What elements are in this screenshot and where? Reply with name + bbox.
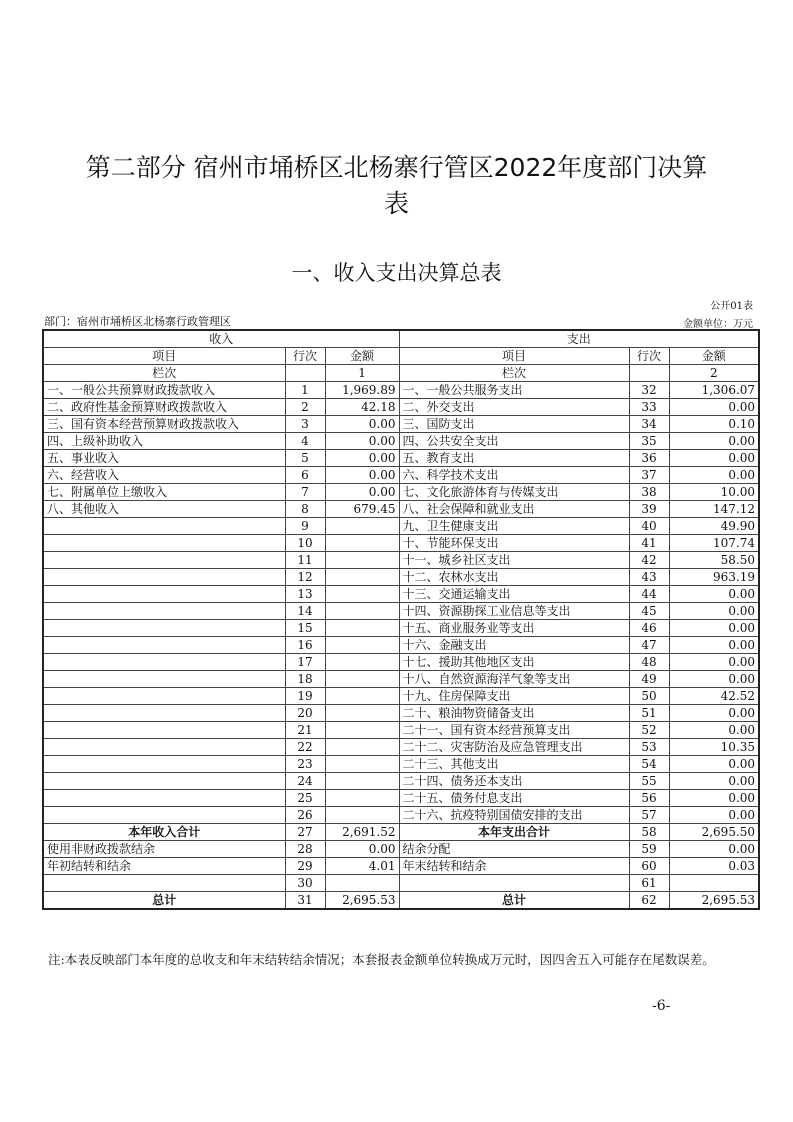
expense-row-no: 61 bbox=[629, 875, 669, 892]
income-amount bbox=[325, 569, 399, 586]
expense-row-no: 40 bbox=[629, 518, 669, 535]
income-item-header: 项目 bbox=[43, 348, 285, 365]
expense-item: 二十二、灾害防治及应急管理支出 bbox=[399, 739, 629, 756]
table-row bbox=[43, 518, 759, 535]
income-item bbox=[43, 756, 285, 773]
income-column-label: 栏次 bbox=[43, 365, 285, 382]
income-item bbox=[43, 773, 285, 790]
income-amount bbox=[325, 688, 399, 705]
income-row-no: 19 bbox=[285, 688, 325, 705]
income-item: 使用非财政拨款结余 bbox=[43, 841, 285, 858]
expense-row-no: 33 bbox=[629, 399, 669, 416]
income-amount bbox=[325, 705, 399, 722]
expense-amount: 0.03 bbox=[669, 858, 759, 875]
expense-item: 一、一般公共服务支出 bbox=[399, 382, 629, 399]
expense-row-no: 44 bbox=[629, 586, 669, 603]
form-code: 公开01表 bbox=[710, 301, 753, 312]
income-item: 本年收入合计 bbox=[43, 824, 285, 841]
expense-item: 七、文化旅游体育与传媒支出 bbox=[399, 484, 629, 501]
expense-amount: 1,306.07 bbox=[669, 382, 759, 399]
expense-amount: 2,695.50 bbox=[669, 824, 759, 841]
header-row-section bbox=[43, 330, 759, 348]
expense-item: 十二、农林水支出 bbox=[399, 569, 629, 586]
expense-item: 五、教育支出 bbox=[399, 450, 629, 467]
expense-item bbox=[399, 875, 629, 892]
expense-amount: 0.00 bbox=[669, 790, 759, 807]
document-title: 第二部分 宿州市埇桥区北杨寨行管区2022年度部门决算 bbox=[85, 153, 708, 182]
income-row-no: 13 bbox=[285, 586, 325, 603]
table-row bbox=[43, 705, 759, 722]
document-title-continued: 表 bbox=[383, 189, 409, 218]
income-row-no: 28 bbox=[285, 841, 325, 858]
income-item: 年初结转和结余 bbox=[43, 858, 285, 875]
expense-amount: 147.12 bbox=[669, 501, 759, 518]
table-row bbox=[43, 552, 759, 569]
expense-amount: 49.90 bbox=[669, 518, 759, 535]
income-item bbox=[43, 518, 285, 535]
header-row-column-index bbox=[43, 365, 759, 382]
expense-amount: 0.00 bbox=[669, 433, 759, 450]
expense-row-no: 42 bbox=[629, 552, 669, 569]
income-item bbox=[43, 688, 285, 705]
income-row-no: 25 bbox=[285, 790, 325, 807]
expense-item: 二、外交支出 bbox=[399, 399, 629, 416]
income-item bbox=[43, 739, 285, 756]
income-amount bbox=[325, 756, 399, 773]
expense-item: 九、卫生健康支出 bbox=[399, 518, 629, 535]
table-row bbox=[43, 433, 759, 450]
subtotal-row bbox=[43, 824, 759, 841]
income-row-no: 1 bbox=[285, 382, 325, 399]
income-amount: 2,691.52 bbox=[325, 824, 399, 841]
table-row bbox=[43, 501, 759, 518]
expense-amount: 107.74 bbox=[669, 535, 759, 552]
expense-row-no: 53 bbox=[629, 739, 669, 756]
income-row-no: 21 bbox=[285, 722, 325, 739]
income-item bbox=[43, 603, 285, 620]
table-row bbox=[43, 603, 759, 620]
income-amount: 679.45 bbox=[325, 501, 399, 518]
expense-amount: 0.10 bbox=[669, 416, 759, 433]
expense-item: 二十四、债务还本支出 bbox=[399, 773, 629, 790]
footnote: 注:本表反映部门本年度的总收支和年末结转结余情况；本套报表金额单位转换成万元时，因四舍五入可能存在尾数误差。 bbox=[48, 952, 715, 967]
expense-item: 三、国防支出 bbox=[399, 416, 629, 433]
income-amount bbox=[325, 654, 399, 671]
income-amount bbox=[325, 552, 399, 569]
total-row bbox=[43, 892, 759, 910]
income-item bbox=[43, 875, 285, 892]
income-row-no: 7 bbox=[285, 484, 325, 501]
table-row bbox=[43, 688, 759, 705]
income-row-no: 22 bbox=[285, 739, 325, 756]
expense-row-no: 37 bbox=[629, 467, 669, 484]
expense-row-no: 34 bbox=[629, 416, 669, 433]
income-row-no: 24 bbox=[285, 773, 325, 790]
income-row-no: 14 bbox=[285, 603, 325, 620]
table-row bbox=[43, 637, 759, 654]
expense-item: 二十一、国有资本经营预算支出 bbox=[399, 722, 629, 739]
expense-item: 六、科学技术支出 bbox=[399, 467, 629, 484]
expense-item-header: 项目 bbox=[399, 348, 629, 365]
expense-amount: 0.00 bbox=[669, 773, 759, 790]
table-row bbox=[43, 858, 759, 875]
expense-item: 十、节能环保支出 bbox=[399, 535, 629, 552]
income-item bbox=[43, 586, 285, 603]
table-row bbox=[43, 586, 759, 603]
expense-amount-header: 金额 bbox=[669, 348, 759, 365]
expense-row-no: 35 bbox=[629, 433, 669, 450]
expense-row-no: 52 bbox=[629, 722, 669, 739]
table-row bbox=[43, 450, 759, 467]
expense-amount: 963.19 bbox=[669, 569, 759, 586]
expense-row-no: 36 bbox=[629, 450, 669, 467]
income-amount bbox=[325, 603, 399, 620]
expense-row-no: 62 bbox=[629, 892, 669, 910]
income-item bbox=[43, 552, 285, 569]
income-row-no-header: 行次 bbox=[285, 348, 325, 365]
income-amount: 0.00 bbox=[325, 484, 399, 501]
expense-item: 结余分配 bbox=[399, 841, 629, 858]
table-row bbox=[43, 620, 759, 637]
income-item bbox=[43, 620, 285, 637]
table-row bbox=[43, 773, 759, 790]
income-item: 四、上级补助收入 bbox=[43, 433, 285, 450]
table-row bbox=[43, 841, 759, 858]
expense-item: 十一、城乡社区支出 bbox=[399, 552, 629, 569]
expense-row-no: 48 bbox=[629, 654, 669, 671]
department-label: 部门：宿州市埇桥区北杨寨行政管理区 bbox=[44, 315, 231, 328]
expense-amount: 0.00 bbox=[669, 807, 759, 824]
income-item bbox=[43, 671, 285, 688]
income-item bbox=[43, 807, 285, 824]
income-item bbox=[43, 535, 285, 552]
expense-amount: 58.50 bbox=[669, 552, 759, 569]
empty-cell bbox=[285, 365, 325, 382]
table-row bbox=[43, 484, 759, 501]
expense-row-no: 38 bbox=[629, 484, 669, 501]
income-item bbox=[43, 790, 285, 807]
expense-amount: 42.52 bbox=[669, 688, 759, 705]
income-row-no: 31 bbox=[285, 892, 325, 910]
expense-item: 总计 bbox=[399, 892, 629, 910]
expense-item: 二十、粮油物资储备支出 bbox=[399, 705, 629, 722]
expense-row-no: 47 bbox=[629, 637, 669, 654]
income-item bbox=[43, 637, 285, 654]
income-amount bbox=[325, 790, 399, 807]
table-row bbox=[43, 756, 759, 773]
expense-amount: 0.00 bbox=[669, 586, 759, 603]
income-item: 八、其他收入 bbox=[43, 501, 285, 518]
income-amount bbox=[325, 739, 399, 756]
expense-item: 四、公共安全支出 bbox=[399, 433, 629, 450]
table-row bbox=[43, 807, 759, 824]
income-amount: 0.00 bbox=[325, 841, 399, 858]
expense-item: 本年支出合计 bbox=[399, 824, 629, 841]
income-amount bbox=[325, 722, 399, 739]
income-amount bbox=[325, 518, 399, 535]
income-item bbox=[43, 705, 285, 722]
income-amount-header: 金额 bbox=[325, 348, 399, 365]
income-amount: 0.00 bbox=[325, 450, 399, 467]
expense-item: 十五、商业服务业等支出 bbox=[399, 620, 629, 637]
expense-row-no: 60 bbox=[629, 858, 669, 875]
income-item: 三、国有资本经营预算财政拨款收入 bbox=[43, 416, 285, 433]
expense-amount: 0.00 bbox=[669, 450, 759, 467]
income-row-no: 30 bbox=[285, 875, 325, 892]
income-row-no: 26 bbox=[285, 807, 325, 824]
income-row-no: 12 bbox=[285, 569, 325, 586]
income-amount: 0.00 bbox=[325, 416, 399, 433]
expense-row-no: 45 bbox=[629, 603, 669, 620]
table-row bbox=[43, 654, 759, 671]
expense-item: 十九、住房保障支出 bbox=[399, 688, 629, 705]
income-amount: 1,969.89 bbox=[325, 382, 399, 399]
income-amount bbox=[325, 807, 399, 824]
table-row bbox=[43, 399, 759, 416]
income-expense-table bbox=[42, 329, 760, 910]
income-amount bbox=[325, 637, 399, 654]
income-row-no: 27 bbox=[285, 824, 325, 841]
expense-row-no: 46 bbox=[629, 620, 669, 637]
expense-amount: 0.00 bbox=[669, 671, 759, 688]
income-row-no: 18 bbox=[285, 671, 325, 688]
income-row-no: 17 bbox=[285, 654, 325, 671]
expense-row-no: 58 bbox=[629, 824, 669, 841]
income-amount: 42.18 bbox=[325, 399, 399, 416]
expense-amount: 0.00 bbox=[669, 756, 759, 773]
expense-row-no: 50 bbox=[629, 688, 669, 705]
expense-amount: 10.00 bbox=[669, 484, 759, 501]
expense-amount bbox=[669, 875, 759, 892]
income-amount: 2,695.53 bbox=[325, 892, 399, 910]
income-row-no: 29 bbox=[285, 858, 325, 875]
table-row bbox=[43, 467, 759, 484]
table-row bbox=[43, 739, 759, 756]
expense-amount: 0.00 bbox=[669, 399, 759, 416]
income-column-index: 1 bbox=[325, 365, 399, 382]
expense-amount: 0.00 bbox=[669, 637, 759, 654]
income-row-no: 15 bbox=[285, 620, 325, 637]
income-row-no: 23 bbox=[285, 756, 325, 773]
income-item: 总计 bbox=[43, 892, 285, 910]
income-row-no: 3 bbox=[285, 416, 325, 433]
income-row-no: 6 bbox=[285, 467, 325, 484]
income-item: 二、政府性基金预算财政拨款收入 bbox=[43, 399, 285, 416]
expense-row-no: 39 bbox=[629, 501, 669, 518]
expense-row-no: 55 bbox=[629, 773, 669, 790]
expense-amount: 0.00 bbox=[669, 467, 759, 484]
income-row-no: 8 bbox=[285, 501, 325, 518]
income-row-no: 20 bbox=[285, 705, 325, 722]
income-row-no: 4 bbox=[285, 433, 325, 450]
header-row-columns bbox=[43, 348, 759, 365]
income-row-no: 10 bbox=[285, 535, 325, 552]
table-title: 一、收入支出决算总表 bbox=[291, 261, 502, 285]
income-amount bbox=[325, 773, 399, 790]
income-amount bbox=[325, 535, 399, 552]
expense-item: 十八、自然资源海洋气象等支出 bbox=[399, 671, 629, 688]
income-item: 六、经营收入 bbox=[43, 467, 285, 484]
income-amount: 4.01 bbox=[325, 858, 399, 875]
income-amount: 0.00 bbox=[325, 433, 399, 450]
expense-row-no: 43 bbox=[629, 569, 669, 586]
expense-amount: 0.00 bbox=[669, 603, 759, 620]
table-row bbox=[43, 722, 759, 739]
table-row bbox=[43, 671, 759, 688]
expense-row-no: 54 bbox=[629, 756, 669, 773]
table-row bbox=[43, 790, 759, 807]
income-amount bbox=[325, 671, 399, 688]
unit-label: 金额单位：万元 bbox=[683, 319, 753, 330]
table-row bbox=[43, 569, 759, 586]
income-row-no: 5 bbox=[285, 450, 325, 467]
income-amount: 0.00 bbox=[325, 467, 399, 484]
empty-cell bbox=[629, 365, 669, 382]
expense-row-no: 56 bbox=[629, 790, 669, 807]
income-row-no: 9 bbox=[285, 518, 325, 535]
income-item: 七、附属单位上缴收入 bbox=[43, 484, 285, 501]
table-row bbox=[43, 416, 759, 433]
income-item: 五、事业收入 bbox=[43, 450, 285, 467]
expense-row-no: 51 bbox=[629, 705, 669, 722]
expense-item: 八、社会保障和就业支出 bbox=[399, 501, 629, 518]
expense-column-label: 栏次 bbox=[399, 365, 629, 382]
income-item bbox=[43, 654, 285, 671]
income-amount bbox=[325, 875, 399, 892]
expense-amount: 10.35 bbox=[669, 739, 759, 756]
expense-amount: 0.00 bbox=[669, 654, 759, 671]
expense-amount: 0.00 bbox=[669, 722, 759, 739]
expense-amount: 0.00 bbox=[669, 841, 759, 858]
income-amount bbox=[325, 620, 399, 637]
expense-amount: 0.00 bbox=[669, 620, 759, 637]
page-number: -6- bbox=[652, 998, 671, 1014]
table-row bbox=[43, 875, 759, 892]
expense-column-index: 2 bbox=[669, 365, 759, 382]
expense-item: 十六、金融支出 bbox=[399, 637, 629, 654]
income-header: 收入 bbox=[43, 330, 399, 348]
expense-header: 支出 bbox=[399, 330, 759, 348]
income-row-no: 2 bbox=[285, 399, 325, 416]
expense-row-no: 41 bbox=[629, 535, 669, 552]
expense-item: 年末结转和结余 bbox=[399, 858, 629, 875]
expense-row-no: 59 bbox=[629, 841, 669, 858]
expense-item: 十七、援助其他地区支出 bbox=[399, 654, 629, 671]
expense-row-no: 49 bbox=[629, 671, 669, 688]
income-item bbox=[43, 569, 285, 586]
income-row-no: 11 bbox=[285, 552, 325, 569]
table-row bbox=[43, 535, 759, 552]
expense-item: 二十三、其他支出 bbox=[399, 756, 629, 773]
expense-item: 二十六、抗疫特别国债安排的支出 bbox=[399, 807, 629, 824]
income-row-no: 16 bbox=[285, 637, 325, 654]
expense-amount: 0.00 bbox=[669, 705, 759, 722]
expense-row-no: 57 bbox=[629, 807, 669, 824]
expense-amount: 2,695.53 bbox=[669, 892, 759, 910]
expense-item: 十四、资源勘探工业信息等支出 bbox=[399, 603, 629, 620]
table-row bbox=[43, 382, 759, 399]
expense-item: 二十五、债务付息支出 bbox=[399, 790, 629, 807]
expense-row-no: 32 bbox=[629, 382, 669, 399]
expense-row-no-header: 行次 bbox=[629, 348, 669, 365]
income-item: 一、一般公共预算财政拨款收入 bbox=[43, 382, 285, 399]
income-item bbox=[43, 722, 285, 739]
expense-item: 十三、交通运输支出 bbox=[399, 586, 629, 603]
income-amount bbox=[325, 586, 399, 603]
